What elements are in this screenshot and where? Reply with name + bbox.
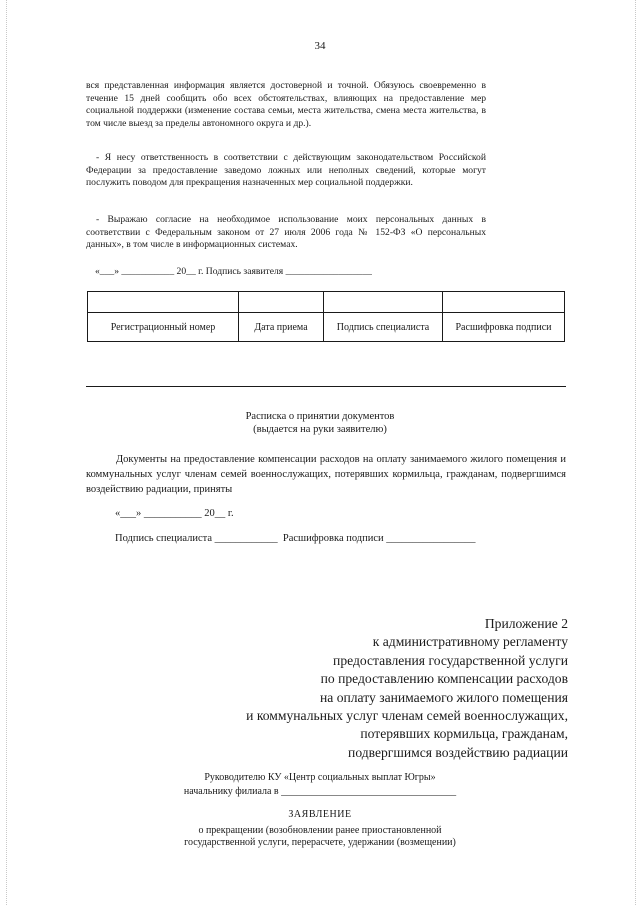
declaration-text-2: - Я несу ответственность в соответствии с действующим законодательством Российской Федерации за предоставление заведомо ложных или неполных сведений, которые могут послужить поводом для прекращения назначенных мер социальной поддержки. bbox=[86, 152, 486, 189]
reception-date-header: Дата приема bbox=[239, 313, 324, 342]
registration-value-row bbox=[88, 292, 565, 313]
appendix-line: подвергшимся воздействию радиации bbox=[348, 744, 568, 760]
statement-title: ЗАЯВЛЕНИЕ bbox=[288, 809, 352, 820]
signature-transcript-header: Расшифровка подписи bbox=[443, 313, 565, 342]
appendix-line: по предоставлению компенсации расходов bbox=[320, 671, 568, 687]
statement-subtitle-1: о прекращении (возобновлении ранее приостановленной bbox=[198, 824, 442, 836]
cut-line-divider bbox=[86, 386, 566, 387]
appendix-heading bbox=[148, 615, 568, 762]
declaration-text-3: - Выражаю согласие на необходимое использование моих персональных данных в соответствии с Федеральным законом от 27 июля 2006 года № 152-ФЗ «О персональных данных», в том числе в информационных системах. bbox=[86, 214, 486, 251]
registration-header-row bbox=[88, 313, 565, 342]
receipt-body bbox=[86, 452, 566, 497]
receipt-title-block bbox=[0, 410, 640, 436]
reception-date-cell[interactable] bbox=[239, 292, 324, 313]
appendix-line: и коммунальных услуг членам семей военнослужащих, bbox=[246, 708, 568, 724]
appendix-line: на оплату занимаемого жилого помещения bbox=[320, 689, 568, 705]
specialist-signature-header: Подпись специалиста bbox=[324, 313, 443, 342]
addressee-line-2: начальнику филиала в ___________________________________ bbox=[183, 786, 457, 797]
appendix-line: предоставления государственной услуги bbox=[333, 652, 568, 668]
addressee-block bbox=[0, 771, 640, 799]
registration-number-cell[interactable] bbox=[88, 292, 239, 313]
signature-transcript-cell[interactable] bbox=[443, 292, 565, 313]
declaration-paragraph-1 bbox=[86, 80, 486, 130]
receipt-signature-line: Подпись специалиста ____________ Расшифровка подписи _________________ bbox=[115, 533, 476, 544]
declaration-paragraph-2 bbox=[86, 152, 486, 190]
page-number: 34 bbox=[314, 40, 326, 52]
page-edge-left bbox=[6, 0, 7, 905]
registration-number-header: Регистрационный номер bbox=[88, 313, 239, 342]
receipt-subtitle: (выдается на руки заявителю) bbox=[253, 424, 387, 435]
addressee-line-1: Руководителю КУ «Центр социальных выплат Югры» bbox=[204, 772, 436, 783]
receipt-title: Расписка о принятии документов bbox=[245, 411, 395, 422]
statement-heading bbox=[0, 809, 640, 850]
declaration-paragraph-3 bbox=[86, 214, 486, 252]
appendix-line: Приложение 2 bbox=[484, 616, 568, 631]
applicant-signature-line: «___» ___________ 20__ г. Подпись заявителя __________________ bbox=[95, 266, 372, 277]
receipt-body-text: Документы на предоставление компенсации расходов на оплату занимаемого жилого помещения и коммунальных услуг членам семей военнослужащих, потерявших кормильца, гражданам, подвергшимся воздействию радиации, приняты bbox=[86, 454, 566, 495]
specialist-signature-cell[interactable] bbox=[324, 292, 443, 313]
statement-subtitle-2: государственной услуги, перерасчете, удержании (возмещении) bbox=[184, 837, 456, 848]
page-edge-right bbox=[635, 0, 636, 905]
declaration-text-1: вся представленная информация является достоверной и точной. Обязуюсь своевременно в течение 15 дней сообщить обо всех обстоятельствах, влияющих на предоставление мер социальной поддержки (изменение состава семьи, места жительства, смена места жительства, в том числе выезд за пределы автономного округа и др.). bbox=[86, 80, 486, 129]
registration-table bbox=[87, 291, 565, 342]
appendix-line: потерявших кормильца, гражданам, bbox=[360, 726, 568, 742]
receipt-date-line: «___» ___________ 20__ г. bbox=[115, 508, 234, 519]
appendix-line: к административному регламенту bbox=[372, 634, 568, 650]
